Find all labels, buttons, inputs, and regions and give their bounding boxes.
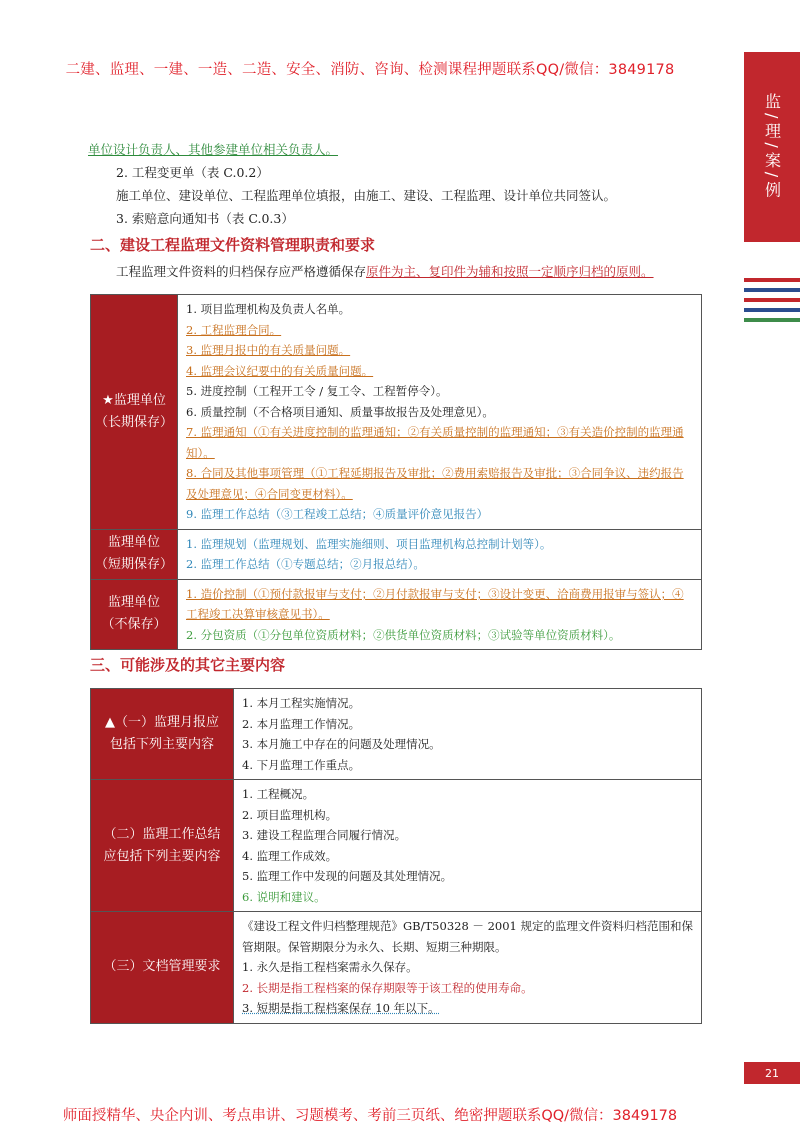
intro-line-4: 3. 索赔意向通知书（表 C.0.3）: [116, 211, 294, 226]
list-item: 4. 下月监理工作重点。: [242, 757, 361, 772]
list-item: 2. 监理工作总结（①专题总结；②月报总结）。: [186, 557, 425, 571]
list-item: 1. 工程概况。: [242, 787, 315, 801]
side-tab: 监/理/案/例: [744, 52, 800, 242]
intro-line-1: 单位设计负责人、其他参建单位相关负责人。: [88, 142, 339, 157]
list-item: 4. 监理工作成效。: [242, 848, 338, 863]
list-item: 3. 监理月报中的有关质量问题。: [186, 343, 351, 357]
stripe-blue: [744, 308, 800, 312]
list-item: 1. 造价控制（①预付款报审与支付；②月付款报审与支付；③设计变更、洽商费用报审与签认；④工程竣工决算审核意见书）。: [186, 586, 684, 621]
category-sub: （短期保存）: [94, 557, 173, 572]
list-item: 1. 监理规划（监理规划、监理实施细则、项目监理机构总控制计划等）。: [186, 536, 552, 551]
items-cell: [234, 689, 702, 780]
list-item: 2. 分包资质（①分包单位资质材料；②供货单位资质材料；③试验等单位资质材料）。: [186, 627, 621, 642]
intro-line-3: 施工单位、建设单位、工程监理单位填报，由施工、建设、工程监理、设计单位共同签认。: [116, 188, 617, 203]
items-cell: [178, 529, 702, 579]
list-item: 2. 长期是指工程档案的保存期限等于该工程的使用寿命。: [242, 980, 533, 995]
list-item: 2. 项目监理机构。: [242, 807, 338, 822]
bottom-banner: 师面授精华、央企内训、考点串讲、习题模考、考前三页纸、绝密押题联系QQ/微信：3849178: [62, 1108, 678, 1124]
list-item: 1. 项目监理机构及负责人名单。: [186, 302, 351, 316]
top-banner: 二建、监理、一建、一造、二造、安全、消防、咨询、检测课程押题联系QQ/微信：3849178: [65, 62, 675, 78]
list-item: 1. 永久是指工程档案需永久保存。: [242, 960, 418, 974]
intro-text: [88, 138, 738, 230]
side-stripes: [744, 278, 800, 328]
list-item: 6. 说明和建议。: [242, 889, 326, 904]
table-row: [91, 912, 702, 1024]
category-label: 监理单位: [107, 535, 160, 550]
page-number: 21: [744, 1062, 800, 1084]
table-row: [91, 579, 702, 650]
category-sub: （长期保存）: [94, 414, 173, 430]
content-table: [90, 688, 702, 1024]
table-row: [91, 780, 702, 912]
items-cell: [178, 579, 702, 650]
section3-heading: 三、可能涉及的其它主要内容: [90, 656, 286, 674]
category-cell: [91, 295, 178, 530]
list-item: 4. 监理会议纪要中的有关质量问题。: [186, 363, 374, 378]
table-row: [91, 529, 702, 579]
category-label: 监理单位: [107, 595, 160, 611]
stripe-red: [744, 278, 800, 282]
archive-table: [90, 294, 702, 650]
category-cell: [91, 689, 234, 780]
list-item: 《建设工程文件归档整理规范》GB/T50328 － 2001 规定的监理文件资料归档范围和保管期限。保管期限分为永久、长期、短期三种期限。: [242, 919, 693, 954]
section2-heading: 二、建设工程监理文件资料管理职责和要求: [90, 236, 376, 254]
category-sub: 包括下列主要内容: [109, 737, 214, 752]
list-item: 3. 短期是指工程档案保存 10 年以下。: [242, 1001, 440, 1015]
list-item: 6. 质量控制（不合格项目通知、质量事故报告及处理意见）。: [186, 404, 494, 419]
desc-plain: 工程监理文件资料的归档保存应严格遵循保存: [116, 264, 367, 279]
items-cell: [178, 295, 702, 530]
list-item: 2. 本月监理工作情况。: [242, 716, 361, 731]
section2-desc: [116, 262, 736, 280]
list-item: 2. 工程监理合同。: [186, 322, 282, 337]
items-cell: [234, 780, 702, 912]
category-cell: [91, 529, 178, 579]
intro-line-2: 2. 工程变更单（表 C.0.2）: [116, 165, 269, 180]
list-item: 3. 本月施工中存在的问题及处理情况。: [242, 737, 441, 751]
list-item: 8. 合同及其他事项管理（①工程延期报告及审批；②费用索赔报告及审批；③合同争议、违约报告及处理意见；④合同变更材料）。: [186, 466, 684, 501]
category-label: （二）监理工作总结: [103, 826, 221, 842]
category-cell: [91, 912, 234, 1024]
category-cell: [91, 579, 178, 650]
category-label: （三）文档管理要求: [103, 959, 221, 975]
desc-red: 原件为主、复印件为辅和按照一定顺序归档的原则。: [366, 264, 654, 279]
list-item: 1. 本月工程实施情况。: [242, 696, 361, 710]
category-sub: 应包括下列主要内容: [103, 848, 221, 864]
category-sub: （不保存）: [101, 617, 167, 633]
table-row: [91, 689, 702, 780]
list-item: 5. 监理工作中发现的问题及其处理情况。: [242, 869, 453, 883]
items-cell: [234, 912, 702, 1024]
category-label: ★监理单位: [102, 392, 166, 408]
table-row: [91, 295, 702, 530]
category-label: ▲（一）监理月报应: [105, 715, 219, 730]
stripe-green: [744, 318, 800, 322]
stripe-red: [744, 298, 800, 302]
list-item: 3. 建设工程监理合同履行情况。: [242, 828, 407, 842]
stripe-blue: [744, 288, 800, 292]
list-item: 5. 进度控制（工程开工令 / 复工令、工程暂停令）。: [186, 384, 448, 398]
list-item: 9. 监理工作总结（③工程竣工总结；④质量评价意见报告）: [186, 507, 489, 521]
category-cell: [91, 780, 234, 912]
list-item: 7. 监理通知（①有关进度控制的监理通知；②有关质量控制的监理通知；③有关造价控制的监理通知）。: [186, 425, 684, 460]
